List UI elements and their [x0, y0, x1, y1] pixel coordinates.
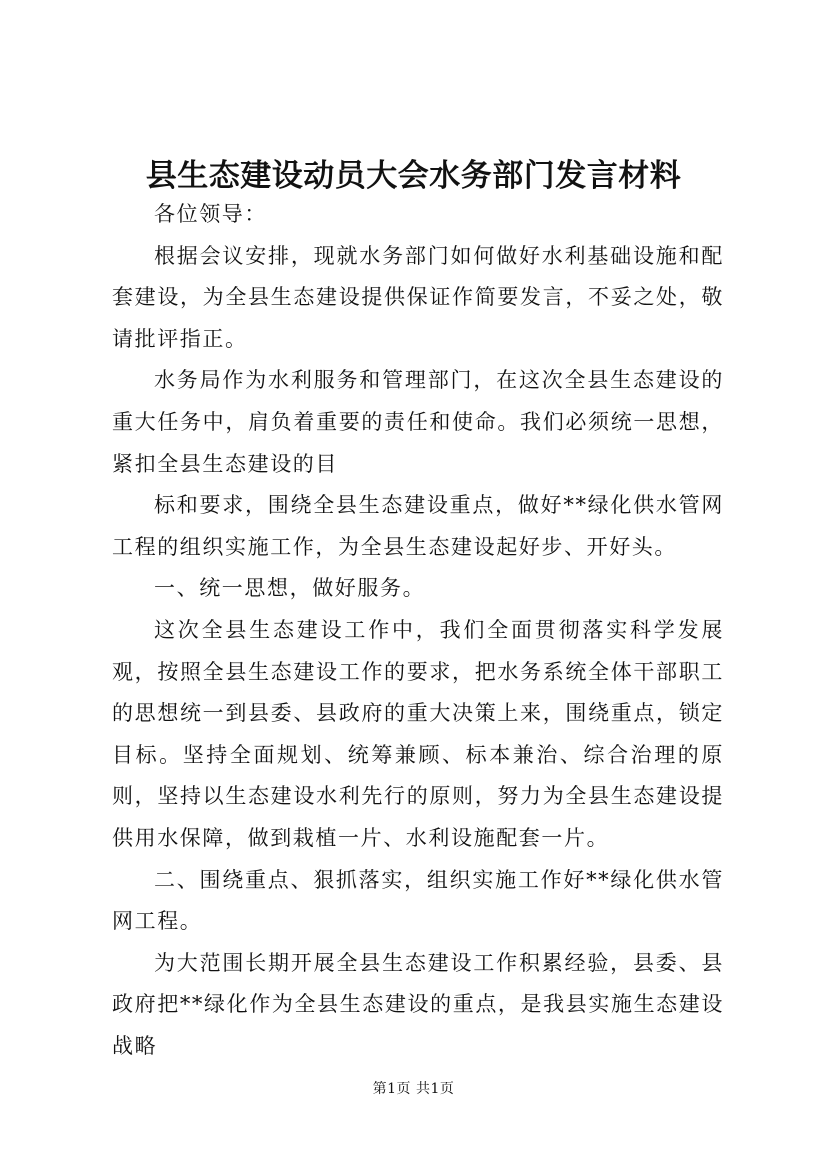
paragraph: 标和要求，围绕全县生态建设重点，做好**绿化供水管网工程的组织实施工作，为全县生态建设起好步、开好头。	[112, 493, 724, 559]
paragraph: 根据会议安排，现就水务部门如何做好水利基础设施和配套建设，为全县生态建设提供保证作简要发言，不妥之处，敬请批评指正。	[112, 243, 724, 351]
paragraph: 水务局作为水利服务和管理部门，在这次全县生态建设的重大任务中，肩负着重要的责任和使命。我们必须统一思想，紧扣全县生态建设的目	[112, 368, 724, 476]
section-heading: 一、统一思想，做好服务。	[154, 576, 426, 601]
document-body	[112, 194, 724, 1067]
paragraph: 这次全县生态建设工作中，我们全面贯彻落实科学发展观，按照全县生态建设工作的要求，把水务系统全体干部职工的思想统一到县委、县政府的重大决策上来，围绕重点，锁定目标。坚持全面规划、统筹兼顾、标本兼治、综合治理的原则，坚持以生态建设水利先行的原则，努力为全县生态建设提供用水保障，做到栽植一片、水利设施配套一片。	[112, 617, 724, 850]
paragraph-salutation: 各位领导：	[154, 202, 267, 226]
document-title: 县生态建设动员大会水务部门发言材料	[145, 158, 682, 194]
section-heading: 二、围绕重点、狠抓落实，组织实施工作好**绿化供水管网工程。	[112, 867, 724, 934]
page-footer: 第1页 共1页	[372, 1081, 455, 1097]
paragraph: 为大范围长期开展全县生态建设工作积累经验，县委、县政府把**绿化作为全县生态建设的重点，是我县实施生态建设战略	[112, 950, 724, 1058]
